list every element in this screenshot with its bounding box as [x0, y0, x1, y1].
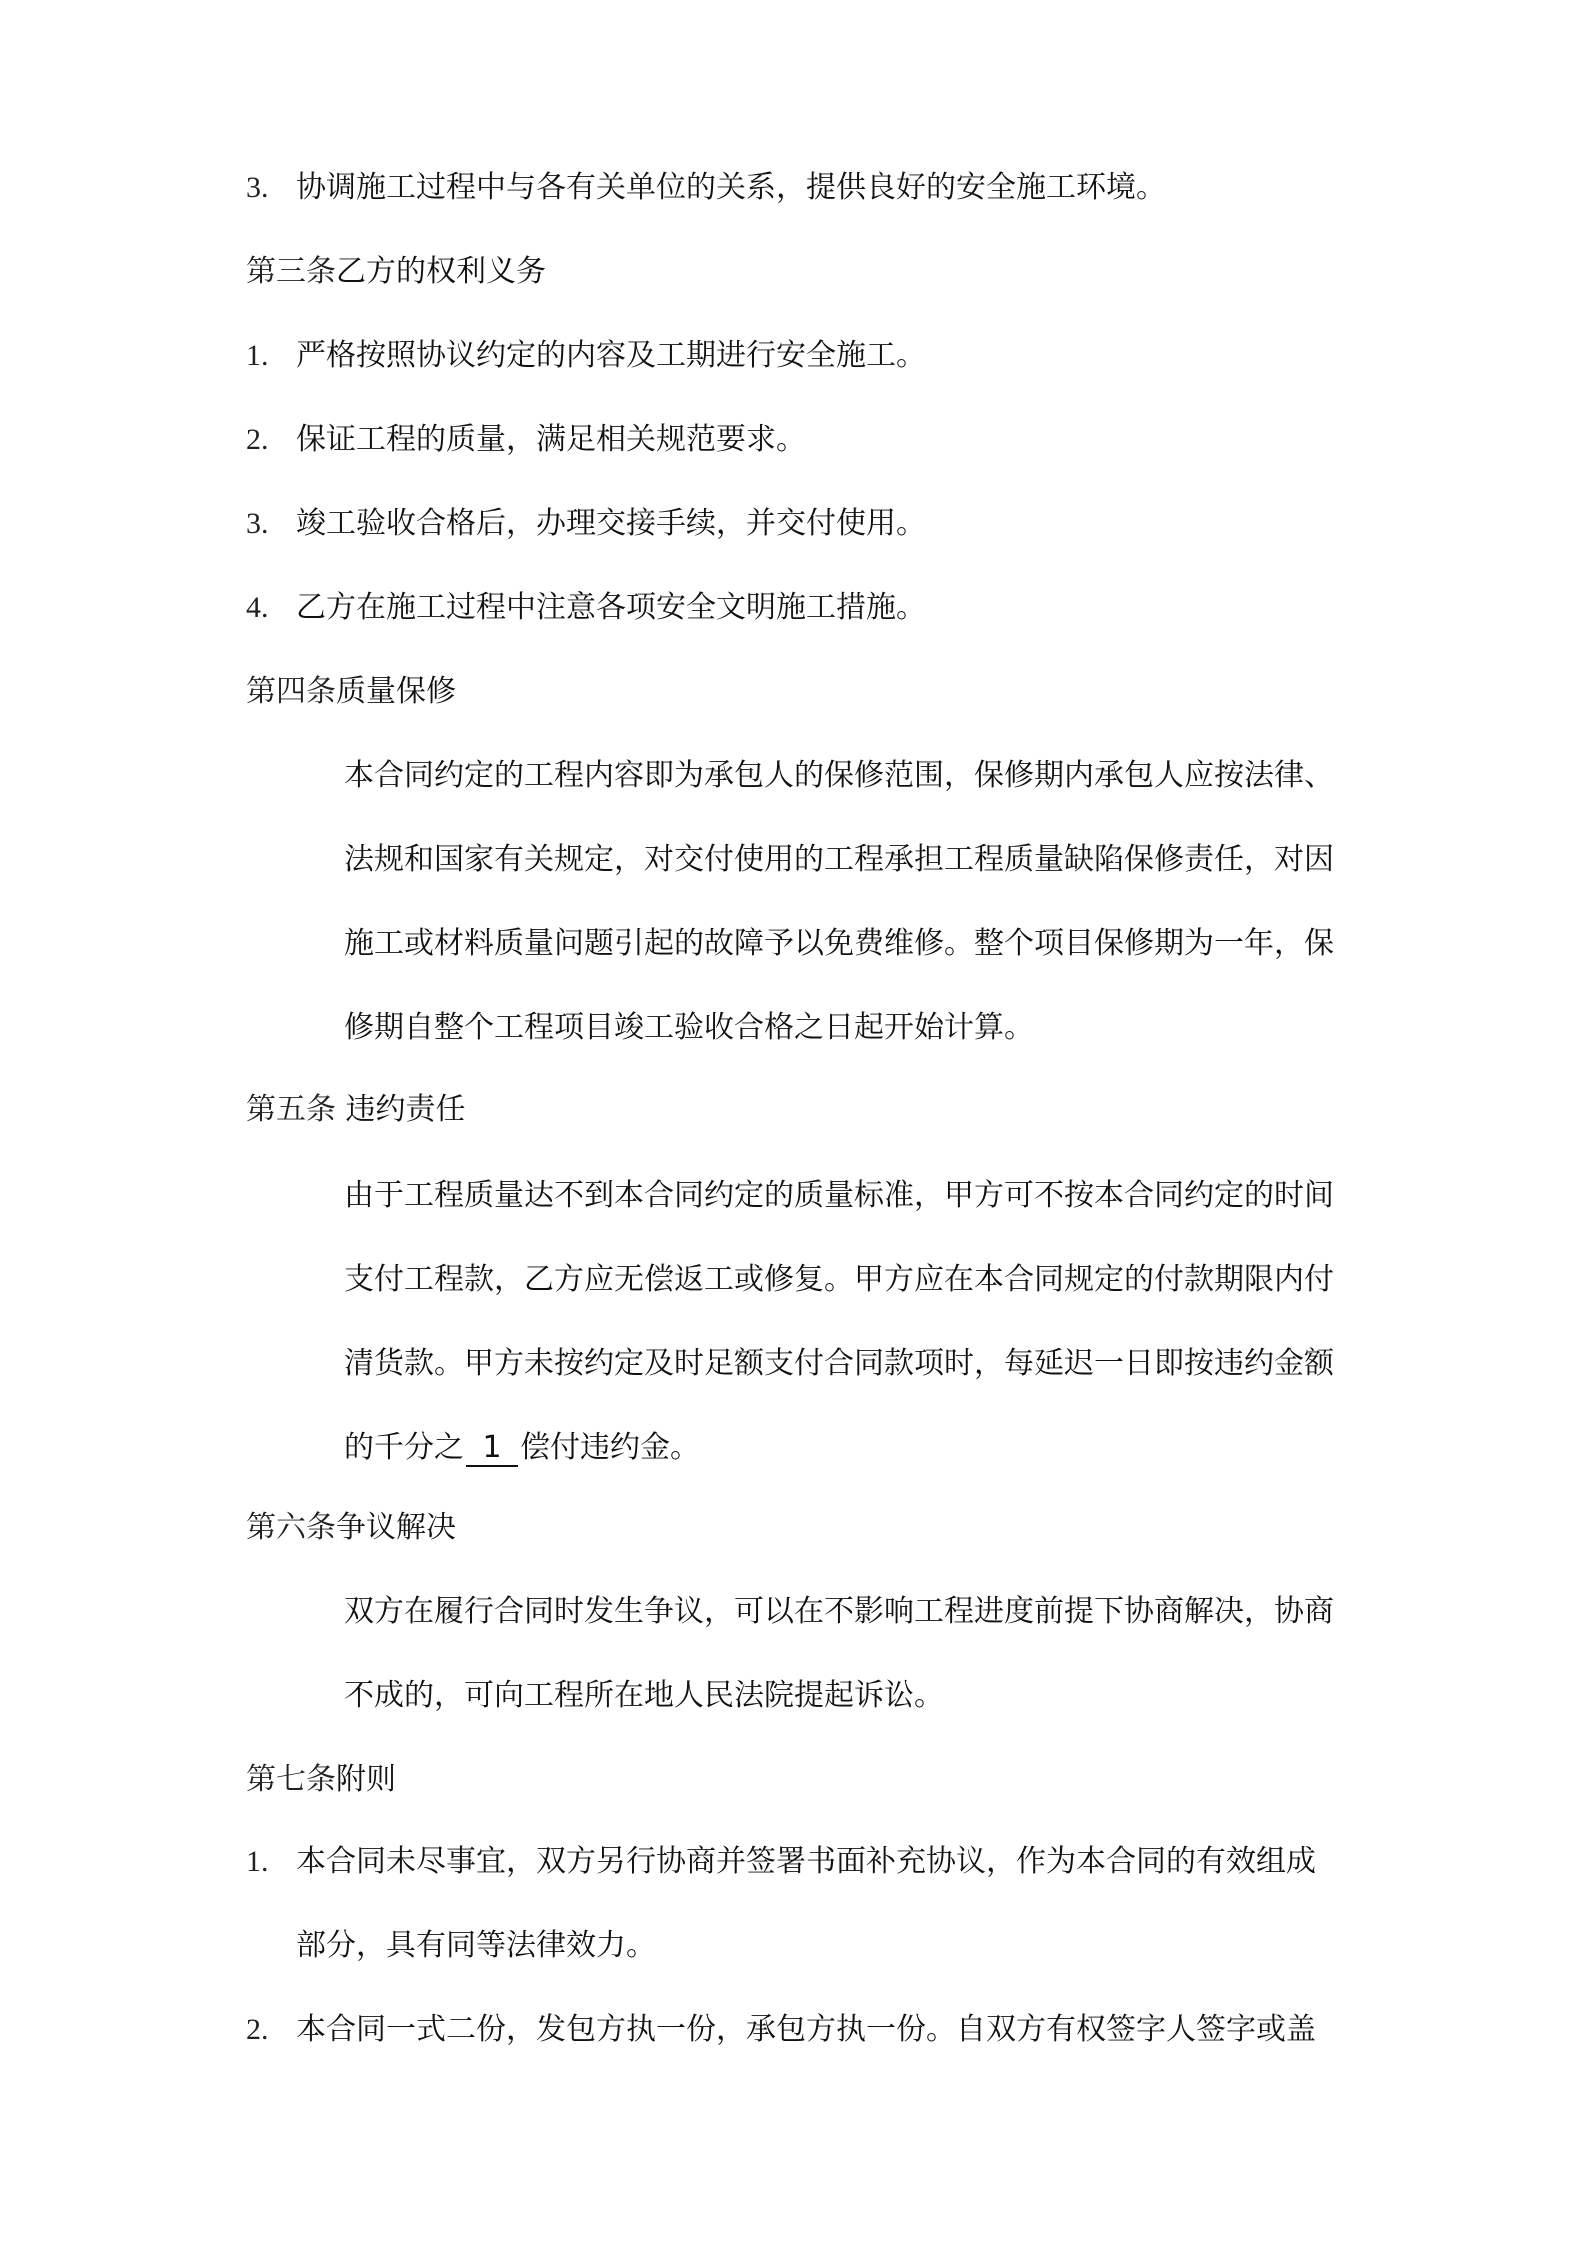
list-number: 4.	[246, 591, 269, 624]
paragraph-line: 不成的，可向工程所在地人民法院提起诉讼。	[344, 1678, 944, 1713]
section-heading-art5	[246, 1090, 466, 1130]
section-title: 乙方的权利义务	[336, 254, 546, 289]
section-prefix: 第四条	[246, 674, 336, 709]
section-prefix: 第七条	[246, 1762, 336, 1797]
paragraph-line: 施工或材料质量问题引起的故障予以免费维修。整个项目保修期为一年，保	[344, 926, 1334, 961]
paragraph-line: 法规和国家有关规定，对交付使用的工程承担工程质量缺陷保修责任，对因	[344, 842, 1334, 877]
list-number: 1.	[246, 1845, 269, 1878]
paragraph-line: 双方在履行合同时发生争议，可以在不影响工程进度前提下协商解决，协商	[344, 1594, 1334, 1629]
section-title: 质量保修	[336, 674, 456, 709]
section-title: 违约责任	[336, 1092, 466, 1127]
penalty-prefix: 的千分之	[344, 1430, 464, 1465]
section-prefix: 第五条	[246, 1092, 336, 1127]
section-prefix: 第三条	[246, 254, 336, 289]
section-title: 附则	[336, 1762, 396, 1797]
list-item-text: 乙方在施工过程中注意各项安全文明施工措施。	[296, 590, 926, 625]
list-number: 2.	[246, 423, 269, 456]
section-heading-art7	[246, 1760, 396, 1800]
section-heading-art4	[246, 672, 456, 712]
list-item-text: 保证工程的质量，满足相关规范要求。	[296, 422, 806, 457]
section-title: 争议解决	[336, 1510, 456, 1545]
list-item-text: 竣工验收合格后，办理交接手续，并交付使用。	[296, 506, 926, 541]
list-number: 2.	[246, 2013, 269, 2046]
paragraph-line: 由于工程质量达不到本合同约定的质量标准，甲方可不按本合同约定的时间	[344, 1178, 1334, 1213]
list-number: 3.	[246, 507, 269, 540]
paragraph-line: 修期自整个工程项目竣工验收合格之日起开始计算。	[344, 1010, 1034, 1045]
paragraph-line: 支付工程款，乙方应无偿返工或修复。甲方应在本合同规定的付款期限内付	[344, 1262, 1334, 1297]
list-item-text: 协调施工过程中与各有关单位的关系，提供良好的安全施工环境。	[296, 170, 1166, 205]
paragraph-line: 清货款。甲方未按约定及时足额支付合同款项时，每延迟一日即按违约金额	[344, 1346, 1334, 1381]
penalty-suffix: 偿付违约金。	[520, 1430, 700, 1465]
list-item-text: 严格按照协议约定的内容及工期进行安全施工。	[296, 338, 926, 373]
list-item-text: 本合同未尽事宜，双方另行协商并签署书面补充协议，作为本合同的有效组成	[296, 1844, 1316, 1879]
list-number: 3.	[246, 171, 269, 204]
list-item-text: 本合同一式二份，发包方执一份，承包方执一份。自双方有权签字人签字或盖	[296, 2012, 1316, 2047]
paragraph-line: 本合同约定的工程内容即为承包人的保修范围，保修期内承包人应按法律、	[344, 758, 1334, 793]
list-number: 1.	[246, 339, 269, 372]
paragraph-line-penalty	[344, 1428, 700, 1468]
section-heading-art6	[246, 1508, 456, 1548]
section-heading-art3	[246, 252, 546, 292]
section-prefix: 第六条	[246, 1510, 336, 1545]
penalty-rate-blank: 1	[466, 1431, 518, 1467]
list-item-text-continued: 部分，具有同等法律效力。	[296, 1928, 656, 1963]
